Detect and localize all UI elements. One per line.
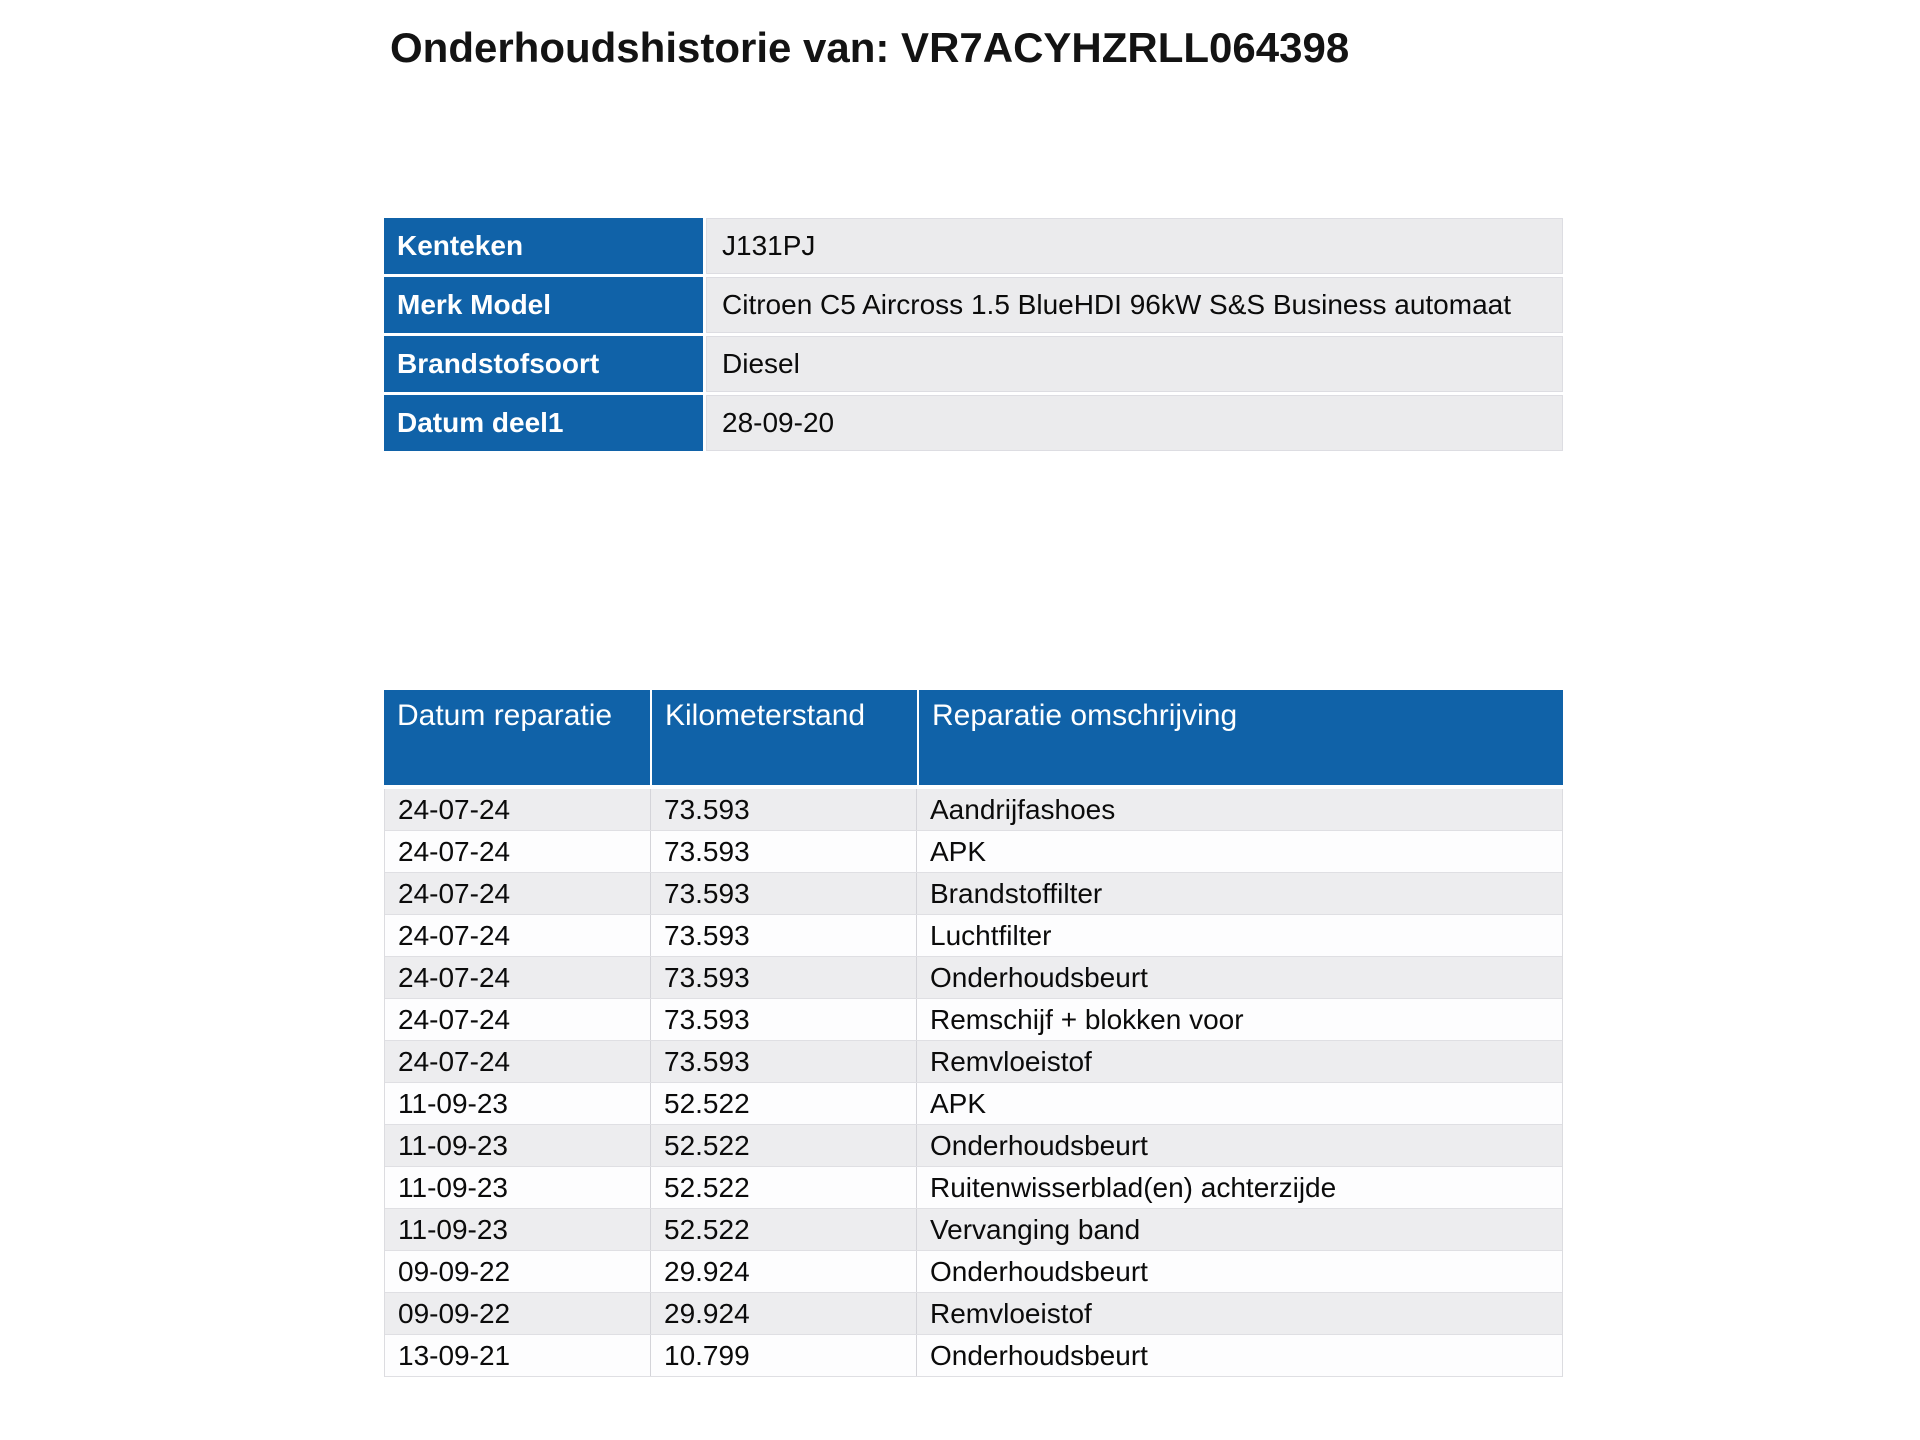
table-row bbox=[385, 831, 1562, 873]
repair-date: 13-09-21 bbox=[398, 1339, 511, 1371]
page-title: Onderhoudshistorie van: VR7ACYHZRLL064398 bbox=[390, 24, 1350, 71]
table-row bbox=[385, 915, 1562, 957]
vehicle-info-row bbox=[384, 336, 1563, 392]
repair-date: 11-09-23 bbox=[398, 1129, 509, 1161]
service-history-table bbox=[384, 690, 1563, 1377]
odometer-reading: 52.522 bbox=[650, 1083, 916, 1124]
repair-description: Luchtfilter bbox=[916, 915, 1562, 956]
column-header-reparatie-omschrijving: Reparatie omschrijving bbox=[919, 690, 1563, 785]
service-history-header-row bbox=[384, 690, 1563, 785]
odometer-reading: 73.593 bbox=[650, 1041, 916, 1082]
repair-description: Aandrijfashoes bbox=[916, 789, 1562, 830]
table-row bbox=[385, 1209, 1562, 1251]
vehicle-info-row bbox=[384, 218, 1563, 274]
repair-description: Vervanging band bbox=[916, 1209, 1562, 1250]
table-row bbox=[385, 1041, 1562, 1083]
table-row bbox=[385, 957, 1562, 999]
repair-date: 24-07-24 bbox=[398, 877, 511, 909]
repair-description: Onderhoudsbeurt bbox=[916, 1335, 1562, 1376]
table-row bbox=[385, 1293, 1562, 1335]
repair-description: Brandstoffilter bbox=[916, 873, 1562, 914]
repair-date: 24-07-24 bbox=[398, 793, 511, 825]
odometer-reading: 29.924 bbox=[650, 1293, 916, 1334]
repair-date: 24-07-24 bbox=[398, 835, 511, 867]
vehicle-info-table bbox=[384, 218, 1563, 451]
table-row bbox=[385, 999, 1562, 1041]
repair-description: Onderhoudsbeurt bbox=[916, 1125, 1562, 1166]
repair-date: 09-09-22 bbox=[398, 1255, 511, 1287]
odometer-reading: 73.593 bbox=[650, 789, 916, 830]
odometer-reading: 10.799 bbox=[650, 1335, 916, 1376]
vehicle-info-label-datum-deel1: Datum deel1 bbox=[384, 395, 703, 451]
column-header-kilometerstand: Kilometerstand bbox=[652, 690, 917, 785]
vehicle-info-value-brandstofsoort: Diesel bbox=[706, 336, 1563, 392]
table-row bbox=[385, 1125, 1562, 1167]
repair-date: 11-09-23 bbox=[398, 1171, 509, 1203]
vehicle-info-label-brandstofsoort: Brandstofsoort bbox=[384, 336, 703, 392]
repair-date: 11-09-23 bbox=[398, 1087, 509, 1119]
repair-description: Remvloeistof bbox=[916, 1041, 1562, 1082]
odometer-reading: 73.593 bbox=[650, 831, 916, 872]
repair-description: APK bbox=[916, 831, 1562, 872]
column-header-datum-reparatie: Datum reparatie bbox=[384, 690, 650, 785]
repair-date: 24-07-24 bbox=[398, 1003, 511, 1035]
vehicle-info-label-kenteken: Kenteken bbox=[384, 218, 703, 274]
repair-description: Onderhoudsbeurt bbox=[916, 957, 1562, 998]
service-history-body bbox=[384, 789, 1563, 1377]
repair-date: 24-07-24 bbox=[398, 1045, 511, 1077]
repair-date: 24-07-24 bbox=[398, 919, 511, 951]
vehicle-info-value-kenteken: J131PJ bbox=[706, 218, 1563, 274]
table-row bbox=[385, 873, 1562, 915]
odometer-reading: 73.593 bbox=[650, 957, 916, 998]
repair-description: APK bbox=[916, 1083, 1562, 1124]
repair-date: 11-09-23 bbox=[398, 1213, 509, 1245]
vehicle-info-row bbox=[384, 277, 1563, 333]
table-row bbox=[385, 1167, 1562, 1209]
repair-description: Onderhoudsbeurt bbox=[916, 1251, 1562, 1292]
odometer-reading: 52.522 bbox=[650, 1167, 916, 1208]
odometer-reading: 73.593 bbox=[650, 915, 916, 956]
table-row bbox=[385, 789, 1562, 831]
repair-description: Remvloeistof bbox=[916, 1293, 1562, 1334]
table-row bbox=[385, 1251, 1562, 1293]
repair-date: 24-07-24 bbox=[398, 961, 511, 993]
odometer-reading: 73.593 bbox=[650, 873, 916, 914]
vehicle-info-label-merk-model: Merk Model bbox=[384, 277, 703, 333]
odometer-reading: 52.522 bbox=[650, 1125, 916, 1166]
repair-description: Remschijf + blokken voor bbox=[916, 999, 1562, 1040]
odometer-reading: 73.593 bbox=[650, 999, 916, 1040]
table-row bbox=[385, 1083, 1562, 1125]
vehicle-info-value-datum-deel1: 28-09-20 bbox=[706, 395, 1563, 451]
repair-description: Ruitenwisserblad(en) achterzijde bbox=[916, 1167, 1562, 1208]
odometer-reading: 29.924 bbox=[650, 1251, 916, 1292]
vehicle-info-value-merk-model: Citroen C5 Aircross 1.5 BlueHDI 96kW S&S Business automaat bbox=[706, 277, 1563, 333]
vehicle-info-row bbox=[384, 395, 1563, 451]
repair-date: 09-09-22 bbox=[398, 1297, 511, 1329]
table-row bbox=[385, 1335, 1562, 1377]
odometer-reading: 52.522 bbox=[650, 1209, 916, 1250]
